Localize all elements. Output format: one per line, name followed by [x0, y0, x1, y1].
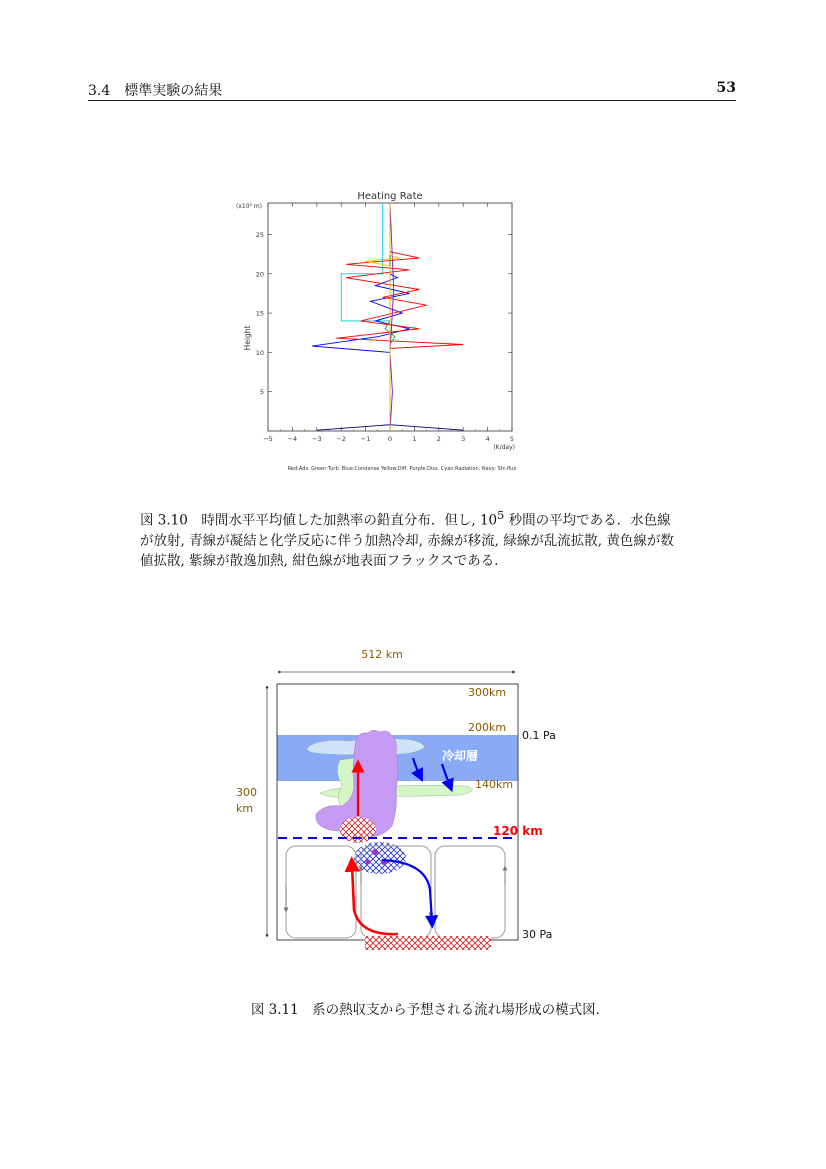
heating-rate-chart: [230, 188, 570, 478]
y-tick-label: 15: [255, 309, 264, 318]
x-tick-label: 2: [436, 435, 441, 443]
caption-text-before: 時間水平平均値した加熱率の鉛直分布．但し, 10: [201, 512, 498, 529]
alt-140km-label: 140km: [475, 778, 514, 791]
figure-3-11-caption: [220, 1000, 640, 1020]
figure-3-10-caption: [140, 506, 680, 571]
width-label: 512 km: [361, 648, 403, 661]
x-tick-label: 5: [509, 435, 515, 443]
y-tick-label: 10: [255, 348, 264, 357]
x-tick-label: 4: [485, 435, 490, 443]
x-tick-label: −5: [263, 435, 273, 443]
alt-120km-label: 120 km: [493, 824, 543, 838]
alt-300km-label: 300km: [468, 686, 507, 699]
x-unit-label: (K/day): [493, 444, 515, 451]
chart-legend: Red:Adv. Green:Turb. Blue:Condense Yellow:Diff. Purple:Diss. Cyan:Radiation. Navy: Sfc-flux: [287, 466, 517, 472]
purple-dot: [372, 849, 378, 855]
x-tick-label: 1: [412, 435, 417, 443]
flow-schematic: [220, 640, 580, 960]
y-tick-label: 20: [255, 270, 264, 279]
cooling-region-blue: [354, 842, 406, 874]
alt-200km-label: 200km: [468, 721, 507, 734]
caption-text: 系の熱収支から予想される流れ場形成の模式図．: [312, 1002, 610, 1018]
series-line-radiation: [341, 203, 390, 427]
chart-title: Heating Rate: [357, 191, 423, 202]
caption-label: 図 3.11: [250, 1002, 299, 1018]
circulation-cell-left: [286, 846, 356, 938]
series-line-dissipation: [390, 203, 394, 431]
y-tick-label: 25: [255, 230, 264, 239]
surface-heating-region: [365, 936, 491, 950]
pressure-top-label: 0.1 Pa: [522, 729, 556, 742]
y-axis-label: Height: [243, 325, 252, 351]
page-header: [88, 80, 736, 101]
x-tick-label: −3: [312, 435, 322, 443]
caption-text-after: 秒間の平均である．水色線が放射, 青線が凝結と化学反応に伴う加熱冷却, 赤線が移流, 緑線が乱流拡散, 黄色線が数値拡散, 紫線が散逸加熱, 紺色線が地表面フラックスである．: [140, 512, 674, 569]
caption-label: 図 3.10: [140, 512, 188, 529]
y-tick-label: 5: [259, 388, 264, 397]
x-tick-label: −4: [287, 435, 298, 443]
caption-superscript: 5: [497, 509, 505, 522]
section-title: 3.4 標準実験の結果: [88, 83, 223, 99]
series-group: [312, 203, 463, 431]
cooling-layer-label: 冷却層: [442, 749, 479, 763]
height-label-unit: km: [236, 802, 254, 815]
series-line-chemicals: [336, 203, 463, 431]
pressure-bottom-label: 30 Pa: [522, 928, 553, 941]
x-tick-label: −2: [336, 435, 346, 443]
series-line-condense: [312, 203, 410, 431]
purple-dot: [366, 860, 371, 865]
x-tick-label: 0: [387, 435, 393, 443]
height-label-value: 300: [236, 786, 257, 799]
heating-region-upper: [340, 817, 376, 843]
page-number: 53: [716, 80, 736, 96]
y-unit-label: (x10³ m): [236, 203, 263, 210]
x-tick-label: −1: [360, 435, 371, 443]
circulation-cell-right: [435, 846, 505, 938]
ascent-arrow-lower: [352, 864, 398, 934]
x-tick-label: 3: [461, 435, 466, 443]
